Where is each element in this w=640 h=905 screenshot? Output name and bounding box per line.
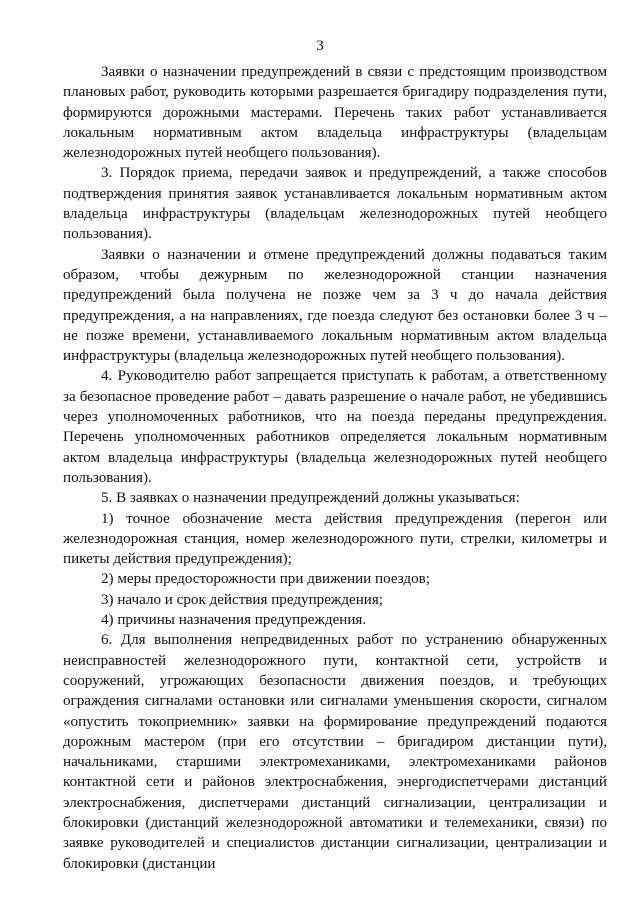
paragraph-section-3: 3. Порядок приема, передачи заявок и предупреждений, а также способов подтверждения принятия заявок устанавливается локальным нормативным актом владельца инфраструктуры (владельцам железнодорожных путей необщего пользования). [63,165,607,243]
paragraph-request-deadlines: Заявки о назначении и отмене предупреждений должны подаваться таким образом, чтобы дежурным по железнодорожной станции назначения предупреждений была получена не позже чем за 3 ч до начала действия предупреждения, а на направлениях, где поезда следуют без остановки более 3 ч – не позже времени, устанавливаемого локальным нормативным актом владельца инфраструктуры (владельца железнодорожных путей необщего пользования). [63,246,607,365]
paragraph-section-4: 4. Руководителю работ запрещается приступать к работам, а ответственному за безопасное проведение работ – давать разрешение о начале работ, не убедившись через уполномоченных работников, что на поезда переданы предупреждения. Перечень уполномоченных работников определяется локальным нормативным актом владельца инфраструктуры (владельца железнодорожных путей необщего пользования). [63,368,607,486]
list-item-4: 4) причины назначения предупреждения. [101,612,367,629]
list-item-1: 1) точное обозначение места действия предупреждения (перегон или железнодорожная станция, номер железнодорожного пути, стрелки, километры и пикеты действия предупреждения); [63,510,607,568]
list-item-3: 3) начало и срок действия предупреждения; [101,591,383,608]
list-item-2: 2) меры предосторожности при движении поездов; [101,571,430,588]
paragraph-section-6: 6. Для выполнения непредвиденных работ по устранению обнаруженных неисправностей железнодорожного пути, контактной сети, устройств и сооружений, угрожающих безопасности движения поездов, и требующих ограждения сигналами остановки или сигналами уменьшения скорости, сигналом «опустить токоприемник» заявки на формирование предупреждений подаются дорожным мастером (при его отсутствии – бригадиром дистанции пути), начальниками, старшими электромеханиками, электромеханиками районов контактной сети и районов электроснабжения, энергодиспетчерами дистанций электроснабжения, диспетчерами дистанций сигнализации, централизации и блокировки (дистанций железнодорожной автоматики и телемеханики, связи) по заявке руководителей и специалистов дистанции сигнализации, централизации и блокировки (дистанции [63,632,607,872]
paragraph-planned-work-requests: Заявки о назначении предупреждений в связи с предстоящим производством плановых работ, руководить которыми разрешается бригадиру подразделения пути, формируются дорожными мастерами. Перечень таких работ устанавливается локальным нормативным актом владельца инфраструктуры (владельцам железнодорожных путей необщего пользования). [63,64,607,162]
paragraph-section-5: 5. В заявках о назначении предупреждений должны указываться: [101,490,520,507]
document-body [63,62,607,874]
page-number: 3 [316,38,324,54]
